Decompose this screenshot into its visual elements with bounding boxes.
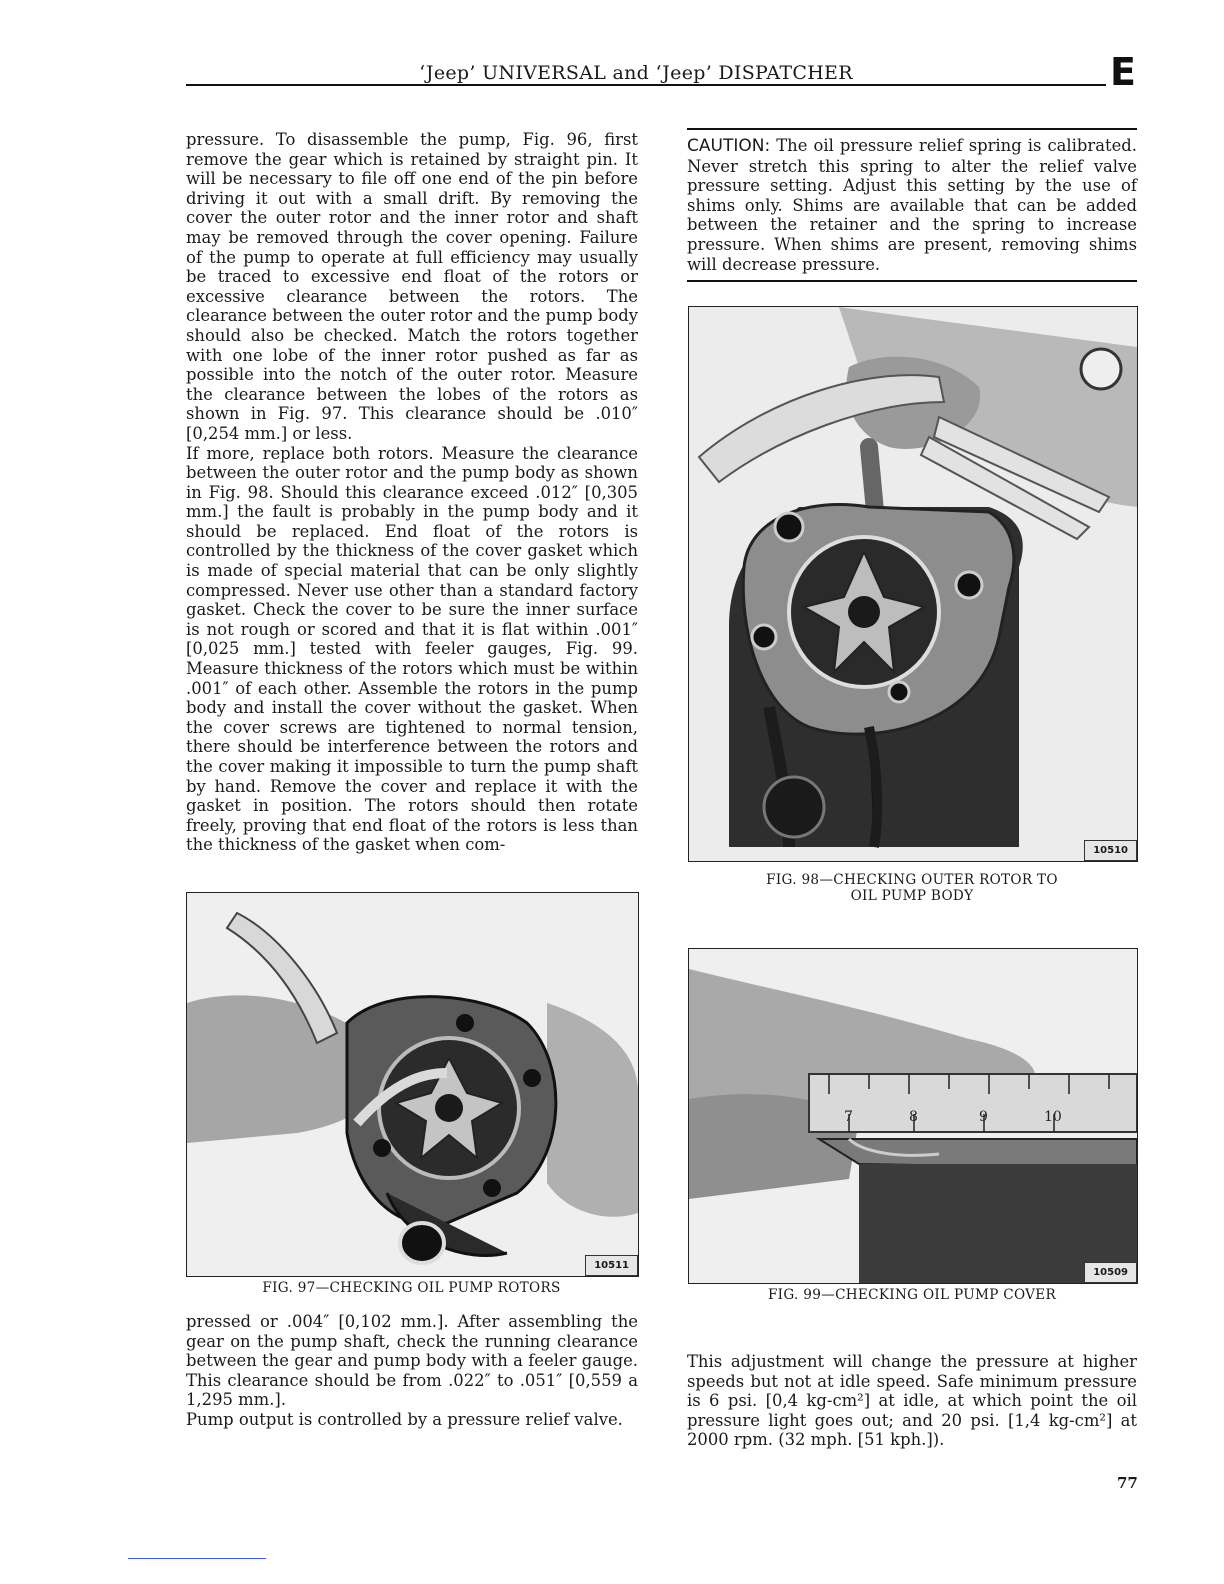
figure-99-number: 10509 (1084, 1262, 1137, 1283)
header-title: ‘Jeep’ UNIVERSAL and ‘Jeep’ DISPATCHER (419, 62, 853, 84)
header-rule (186, 84, 1106, 86)
ruler-mark-10: 10 (1044, 1109, 1062, 1125)
figure-98-photo (688, 306, 1138, 862)
caution-text: The oil pressure relief spring is calibrated. Never stretch this spring to alter the relief valve pressure setting. Adjust this setting by the use of shims only. Shims are available that can be added between the retainer and the spring to increase pressure. When shims are present, removing shims will decrease pressure. (687, 136, 1137, 274)
oil-pump-body-illustration (689, 307, 1137, 861)
body-paragraph: This adjustment will change the pressure at higher speeds but not at idle speed. Safe minimum pressure is 6 psi. [0,4 kg-cm²] at idle, at which point the oil pressure light goes out; and 20 psi. [1,4 kg-cm²] at 2000 rpm. (32 mph. [51 kph.]). (687, 1352, 1137, 1450)
section-letter: E (1110, 50, 1136, 94)
figure-98-caption-line2: OIL PUMP BODY (850, 888, 974, 904)
pump-cover-ruler-illustration (689, 949, 1137, 1283)
ruler-mark-9: 9 (979, 1109, 988, 1125)
figure-99-caption: FIG. 99—CHECKING OIL PUMP COVER (767, 1287, 1057, 1303)
ruler-mark-7: 7 (844, 1109, 853, 1125)
page-header (186, 50, 1136, 94)
oil-pump-rotors-illustration (187, 893, 638, 1276)
figure-97-photo (186, 892, 639, 1277)
body-paragraph: pressure. To disassemble the pump, Fig. 96, first remove the gear which is retained by straight pin. It will be necessary to file off one end of the pin before driving it out with a small drift. By removing the cover the outer rotor and the inner rotor and shaft may be removed through the cover opening. Failure of the pump to operate at full efficiency may usually be traced to excessive end float of the rotors or excessive clearance between the rotors. The clearance between the outer rotor and the pump body should also be checked. Match the rotors together with one lobe of the inner rotor pushed as far as possible into the notch of the outer rotor. Measure the clearance between the lobes of the rotors as shown in Fig. 97. This clearance should be .010″ [0,254 mm.] or less. (186, 130, 638, 443)
figure-97-number: 10511 (585, 1255, 638, 1276)
body-paragraph: Pump output is controlled by a pressure relief valve. (186, 1409, 623, 1429)
body-paragraph: If more, replace both rotors. Measure the clearance between the outer rotor and the pump body as shown in Fig. 98. Should this clearance exceed .012″ [0,305 mm.] the fault is probably in the pump body and it should be replaced. End float of the rotors is controlled by the thickness of the cover gasket which is made of special material that can be only slightly compressed. Never use other than a standard factory gasket. Check the cover to be sure the inner surface is not rough or scored and that it is flat within .001″ [0,025 mm.] tested with feeler gauges, Fig. 99. Measure thickness of the rotors which must be within .001″ of each other. Assemble the rotors in the pump body and install the cover without the gasket. When the cover screws are tightened to normal tension, there should be interference between the rotors and the cover making it impossible to turn the pump shaft by hand. Remove the cover and replace it with the gasket in position. The rotors should then rotate freely, proving that end float of the rotors is less than the thickness of the gasket when com- (186, 443, 638, 855)
page-number: 77 (1117, 1474, 1138, 1492)
ruler-mark-8: 8 (909, 1109, 918, 1125)
caution-label: CAUTION: (687, 136, 771, 156)
figure-98-number: 10510 (1084, 840, 1137, 861)
figure-98-caption-line1: FIG. 98—CHECKING OUTER ROTOR TO (766, 872, 1058, 888)
footnote-rule (128, 1558, 266, 1559)
right-column-bottom (687, 1352, 1137, 1450)
left-column-bottom (186, 1312, 638, 1430)
left-column-top (186, 130, 638, 855)
body-paragraph: pressed or .004″ [0,102 mm.]. After assembling the gear on the pump shaft, check the running clearance between the gear and pump body with a feeler gauge. This clearance should be from .022″ to .051″ [0,559 a 1,295 mm.]. (186, 1312, 638, 1410)
figure-97-caption: FIG. 97—CHECKING OIL PUMP ROTORS (262, 1280, 561, 1296)
figure-99-photo (688, 948, 1138, 1284)
caution-box (687, 128, 1137, 282)
figure-98-caption (688, 872, 1136, 904)
